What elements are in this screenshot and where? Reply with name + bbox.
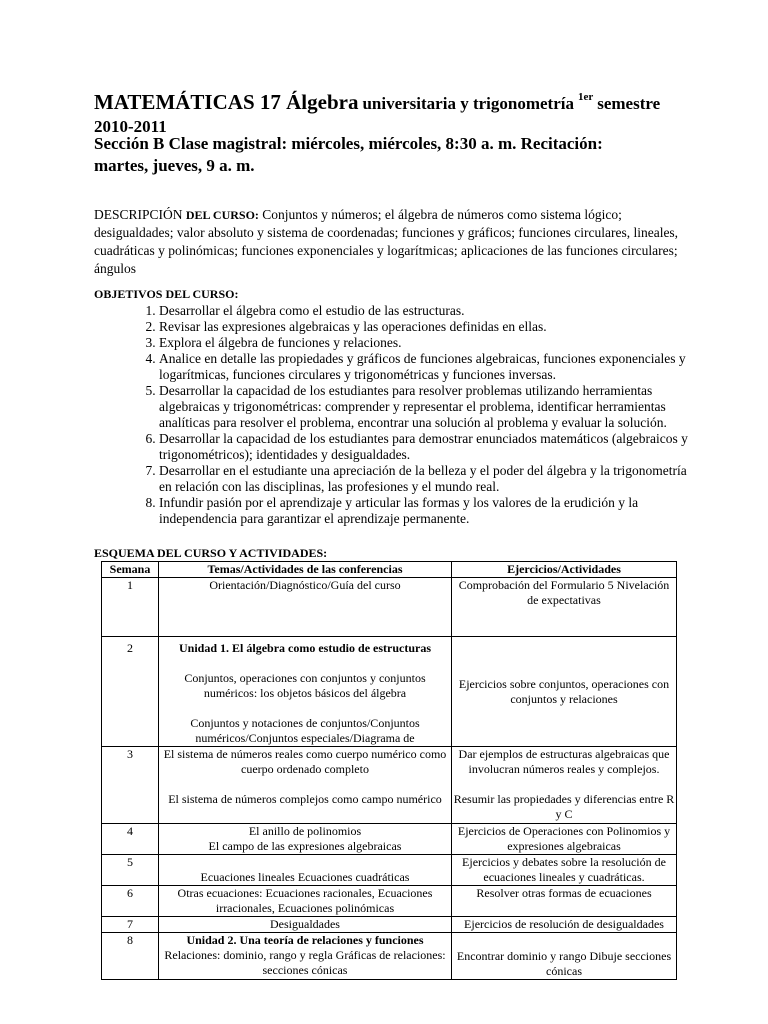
table-row	[102, 886, 677, 917]
column-header-week: Semana	[102, 562, 159, 578]
title-rest: universitaria y trigonometría	[362, 94, 574, 113]
week-cell: 2	[102, 637, 159, 747]
activities-cell	[452, 637, 677, 747]
topic-text: El anillo de polinomios	[248, 824, 362, 838]
objective-item: 7. Desarrollar en el estudiante una apreciación de la belleza y el poder del álgebra y la trigonometría en relación con las disciplinas, las profesiones y el mundo real.	[159, 463, 694, 495]
topic-text: Desigualdades	[270, 917, 340, 931]
title-superscript: 1er	[577, 91, 594, 103]
description-label-b: DEL CURSO:	[185, 208, 259, 222]
topics-cell	[159, 637, 452, 747]
table-row	[102, 578, 677, 637]
title-after: semestre	[597, 94, 661, 113]
description-label-a: DESCRIPCIÓN	[94, 207, 183, 222]
topics-cell	[159, 886, 452, 917]
topic-text: Relaciones: dominio, rango y regla Gráficas de relaciones: secciones cónicas	[164, 948, 446, 977]
column-header-activities: Ejercicios/Actividades	[452, 562, 677, 578]
topics-cell	[159, 747, 452, 824]
objective-item: 4. Analice en detalle las propiedades y gráficos de funciones algebraicas, funciones exponenciales y logarítmicas, funciones circulares y trigonométricas y funciones inversas.	[159, 351, 694, 383]
objectives-list	[94, 303, 694, 527]
activity-text: Ejercicios de resolución de desigualdades	[464, 917, 664, 931]
objective-item: 5. Desarrollar la capacidad de los estudiantes para resolver problemas utilizando herramientas algebraicas y trigonométricas: comprender y representar el problema, identificar herramientas analíticas para resolver el problema, encontrar una solución al problema y evaluar la solución.	[159, 383, 694, 431]
topic-text: Orientación/Diagnóstico/Guía del curso	[209, 578, 401, 592]
activities-cell	[452, 886, 677, 917]
column-header-topics: Temas/Actividades de las conferencias	[159, 562, 452, 578]
schedule-table	[101, 561, 677, 980]
title-main: MATEMÁTICAS 17 Álgebra	[94, 90, 359, 114]
week-cell: 1	[102, 578, 159, 637]
topics-cell	[159, 824, 452, 855]
description-text: Conjuntos y números; el álgebra de números como sistema lógico; desigualdades; valor absoluto y sistema de coordenadas; funciones y gráficos; funciones circulares, lineales, cuadráticas y polinómicas; funciones exponenciales y logarítmicas; aplicaciones de las funciones circulares; ángulos	[94, 207, 679, 276]
topic-text: Ecuaciones lineales Ecuaciones cuadráticas	[200, 870, 410, 884]
activity-text: Ejercicios de Operaciones con Polinomios y expresiones algebraicas	[457, 824, 671, 853]
topics-cell	[159, 933, 452, 980]
table-row	[102, 855, 677, 886]
topics-cell	[159, 917, 452, 933]
activities-cell	[452, 747, 677, 824]
topic-text: El sistema de números reales como cuerpo numérico como cuerpo ordenado completo	[163, 747, 447, 776]
activity-text: Ejercicios sobre conjuntos, operaciones con conjuntos y relaciones	[458, 676, 670, 706]
objective-item: 3. Explora el álgebra de funciones y relaciones.	[159, 335, 694, 351]
table-row	[102, 637, 677, 747]
topic-text: Conjuntos y notaciones de conjuntos/Conjuntos numéricos/Conjuntos especiales/Diagrama de	[190, 716, 420, 745]
table-row	[102, 917, 677, 933]
document-title	[94, 86, 694, 139]
unit-heading: Unidad 1. El álgebra como estudio de estructuras	[179, 641, 431, 655]
activities-cell	[452, 855, 677, 886]
topics-cell	[159, 855, 452, 886]
topic-text: Conjuntos, operaciones con conjuntos y conjuntos numéricos: los objetos básicos del álgebra	[184, 671, 426, 700]
activities-cell	[452, 824, 677, 855]
objectives-heading: OBJETIVOS DEL CURSO:	[94, 287, 239, 301]
activity-text: Dar ejemplos de estructuras algebraicas que involucran números reales y complejos.	[458, 747, 670, 776]
table-row	[102, 824, 677, 855]
week-cell: 3	[102, 747, 159, 824]
objective-item: 6. Desarrollar la capacidad de los estudiantes para demostrar enunciados matemáticos (algebraicos y trigonométricos); identidades y desigualdades.	[159, 431, 694, 463]
topic-text: El sistema de números complejos como campo numérico	[168, 792, 442, 806]
week-cell: 6	[102, 886, 159, 917]
unit-heading: Unidad 2. Una teoría de relaciones y funciones	[186, 933, 424, 947]
topic-text: El campo de las expresiones algebraicas	[208, 839, 402, 853]
objective-item: 8. Infundir pasión por el aprendizaje y articular las formas y los valores de la erudición y la independencia para garantizar el aprendizaje permanente.	[159, 495, 694, 527]
title-year: 2010-2011	[94, 117, 167, 136]
week-cell: 4	[102, 824, 159, 855]
schedule-heading: ESQUEMA DEL CURSO Y ACTIVIDADES:	[94, 546, 328, 560]
objective-item: 2. Revisar las expresiones algebraicas y las operaciones definidas en ellas.	[159, 319, 694, 335]
table-row	[102, 933, 677, 980]
table-row	[102, 747, 677, 824]
activities-cell	[452, 578, 677, 637]
week-cell: 5	[102, 855, 159, 886]
activities-cell	[452, 917, 677, 933]
week-cell: 8	[102, 933, 159, 980]
topics-cell	[159, 578, 452, 637]
activity-text: Resumir las propiedades y diferencias entre R y C	[453, 792, 675, 821]
course-description	[94, 206, 684, 278]
activity-text: Encontrar dominio y rango Dibuje secciones cónicas	[456, 949, 672, 978]
week-cell: 7	[102, 917, 159, 933]
activity-text: Ejercicios y debates sobre la resolución de ecuaciones lineales y cuadráticas.	[462, 855, 666, 884]
topic-text: Otras ecuaciones: Ecuaciones racionales, Ecuaciones irracionales, Ecuaciones polinómicas	[177, 886, 433, 915]
objective-item: 1. Desarrollar el álgebra como el estudio de las estructuras.	[159, 303, 694, 319]
section-schedule-line: Sección B Clase magistral: miércoles, miércoles, 8:30 a. m. Recitación: martes, jueves, 9 a. m.	[94, 134, 603, 175]
activity-text: Comprobación del Formulario 5 Nivelación de expectativas	[458, 578, 670, 607]
activity-text: Resolver otras formas de ecuaciones	[476, 886, 652, 900]
activities-cell	[452, 933, 677, 980]
table-header-row	[102, 562, 677, 578]
